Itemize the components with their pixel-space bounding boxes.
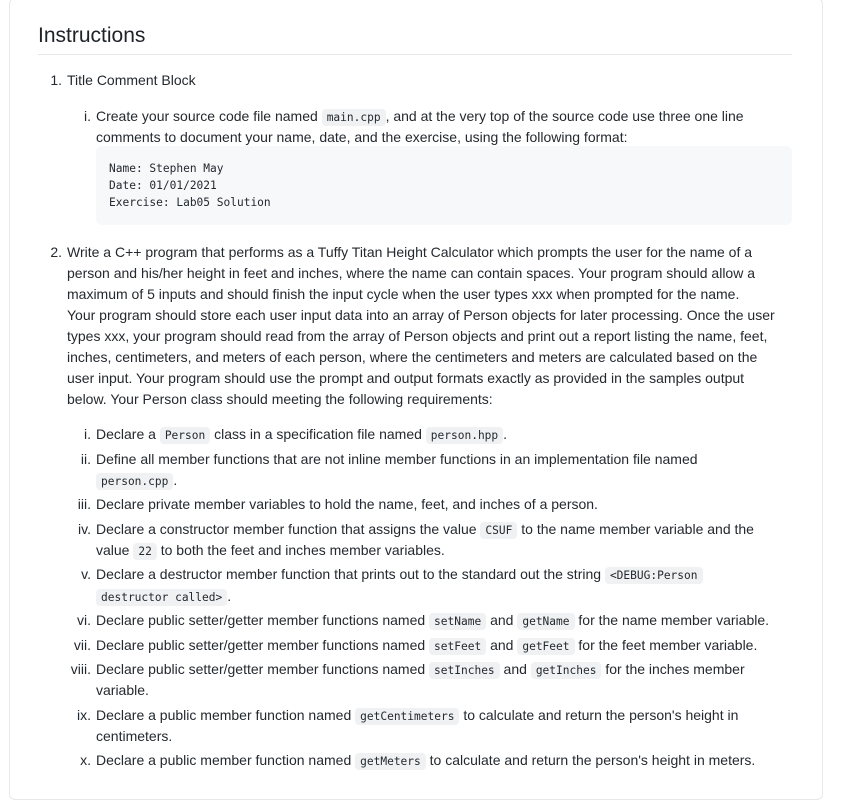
paragraph-line: types xxx, your program should read from the array of Person objects and print out a report listing the name, feet, [67, 328, 768, 344]
sublist-marker-ix: ix. [77, 707, 91, 723]
paragraph-line: inches, centimeters, and meters of each person, where the centimeters and meters are calculated based on the [67, 349, 758, 365]
requirement-ix-line-1: Declare a public member function named getCentimeters to calculate and return the person's height in [96, 707, 739, 723]
requirement-iv-line-1: Declare a constructor member function that assigns the value CSUF to the name member variable and the [96, 521, 754, 537]
sublist-marker-x: x. [80, 752, 91, 768]
code-line-exercise: Exercise: Lab05 Solution [109, 196, 271, 209]
requirement-i: Declare a Person class in a specification file named person.hpp . [96, 426, 508, 442]
page-title: Instructions [38, 24, 146, 47]
paragraph-line: user input. Your program should use the prompt and output formats exactly as provided in the samples output [67, 370, 745, 386]
requirement-ii-line-2: person.cpp . [96, 470, 177, 492]
item-1-i-line-2: comments to document your name, date, and the exercise, using the following format: [96, 129, 628, 145]
function-code: getMeters [355, 753, 426, 770]
paragraph-line: person and his/her height in feet and inches, where the name can contain spaces. Your program should allow a [67, 265, 755, 281]
paragraph-line: maximum of 5 inputs and should finish the input cycle when the user types xxx when prompted for the name. [67, 286, 740, 302]
list-marker-1: 1. [50, 72, 62, 88]
list-marker-2: 2. [50, 244, 62, 260]
requirement-v-line-2: destructor called> . [96, 586, 231, 608]
requirement-vii: Declare public setter/getter member functions named setFeet and getFeet for the feet member variable. [96, 637, 758, 653]
function-code: setFeet [429, 638, 486, 655]
title-divider [38, 54, 792, 55]
requirement-viii-line-2: variable. [96, 682, 149, 698]
item-1-heading: Title Comment Block [67, 72, 196, 88]
sublist-marker-v: v. [81, 566, 91, 582]
sublist-marker-iii: iii. [77, 496, 91, 512]
function-code: getCentimeters [355, 708, 459, 725]
sublist-marker-1-i: i. [84, 108, 91, 124]
filename-code: person.cpp [96, 473, 173, 490]
code-line-name: Name: Stephen May [109, 162, 224, 175]
requirement-ix-line-2: centimeters. [96, 728, 173, 744]
paragraph-line: Your program should store each user input data into an array of Person objects for later processing. Once the user [67, 307, 775, 323]
function-code: getName [517, 613, 574, 630]
requirement-viii-line-1: Declare public setter/getter member functions named setInches and getInches for the inches member [96, 661, 745, 677]
debug-string-code: <DEBUG:Person [605, 567, 703, 584]
sublist-marker-iv: iv. [78, 521, 91, 537]
sublist-marker-ii: ii. [80, 451, 91, 467]
item-1-i-line-1: Create your source code file named main.cpp , and at the very top of the source code use three one line [96, 108, 744, 124]
debug-string-code: destructor called> [96, 589, 227, 606]
requirement-x: Declare a public member function named getMeters to calculate and return the person's height in meters. [96, 752, 756, 768]
sublist-marker-vii: vii. [73, 637, 91, 653]
requirement-iii: Declare private member variables to hold the name, feet, and inches of a person. [96, 496, 598, 512]
filename-code: main.cpp [322, 109, 386, 126]
paragraph-line: Write a C++ program that performs as a Tuffy Titan Height Calculator which prompts the user for the name of a [67, 244, 753, 260]
function-code: setName [429, 613, 486, 630]
sublist-marker-viii: viii. [70, 661, 91, 677]
requirement-iv-line-2: value 22 to both the feet and inches member variables. [96, 542, 445, 558]
code-block [96, 146, 792, 225]
function-code: getFeet [517, 638, 574, 655]
sublist-marker-i: i. [84, 426, 91, 442]
value-code: CSUF [480, 522, 517, 539]
function-code: getInches [531, 662, 602, 679]
value-code: 22 [133, 543, 156, 560]
function-code: setInches [429, 662, 500, 679]
requirement-ii-line-1: Define all member functions that are not inline member functions in an implementation file named [96, 451, 698, 467]
requirement-v-line-1: Declare a destructor member function that prints out to the standard out the string <DEBUG:Person [96, 564, 703, 586]
class-name-code: Person [160, 427, 210, 444]
paragraph-line: below. Your Person class should meeting the following requirements: [67, 391, 493, 407]
code-line-date: Date: 01/01/2021 [109, 179, 217, 192]
sublist-marker-vi: vi. [77, 612, 91, 628]
filename-code: person.hpp [426, 427, 503, 444]
requirement-vi: Declare public setter/getter member functions named setName and getName for the name member variable. [96, 612, 770, 628]
